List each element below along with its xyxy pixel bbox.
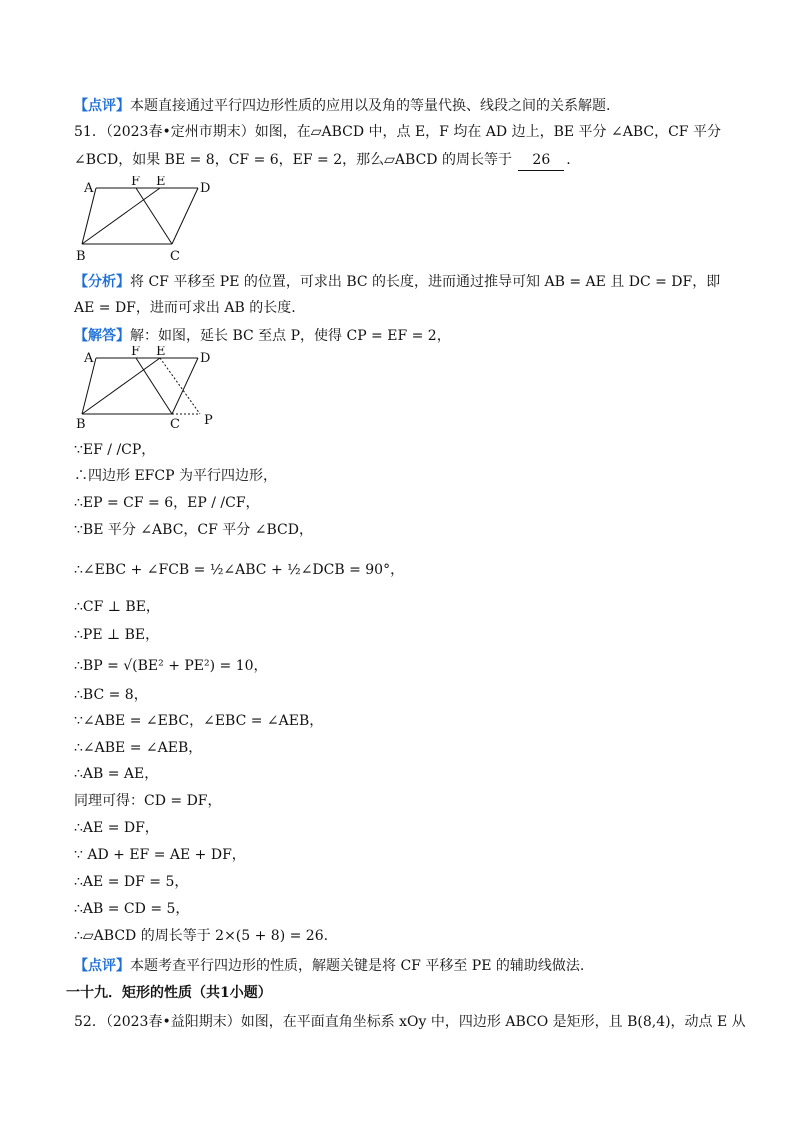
section-title: 一十九．矩形的性质（共1小题） — [66, 985, 272, 1001]
step: ∴AB = CD = 5， — [74, 901, 190, 917]
label-A: A — [84, 181, 94, 196]
step: ∴BC = 8， — [74, 687, 148, 703]
step: ∴AE = DF = 5， — [74, 874, 189, 890]
solution-text: 解：如图，延长 BC 至点 P，使得 CP = EF = 2， — [130, 328, 451, 344]
step: ∴CF ⊥ BE， — [74, 599, 160, 615]
label-B: B — [76, 249, 86, 264]
step: ∴∠ABE = ∠AEB， — [74, 740, 203, 756]
parallelogram-figure-1 — [76, 176, 216, 264]
analysis-line1 — [74, 272, 720, 292]
comment-1 — [74, 96, 610, 116]
label-B: B — [76, 417, 86, 432]
step: ∴EP = CF = 6，EP / /CF， — [74, 495, 260, 511]
step: ∴AE = DF， — [74, 820, 159, 836]
question-51-text: ∠BCD，如果 BE = 8，CF = 6，EF = 2，那么▱ABCD 的周长等于 — [74, 152, 512, 168]
comment-text: 本题直接通过平行四边形性质的应用以及角的等量代换、线段之间的关系解题. — [130, 98, 611, 114]
solution-intro — [74, 326, 451, 346]
step: ∵∠ABE = ∠EBC，∠EBC = ∠AEB， — [74, 713, 324, 729]
label-F: F — [131, 346, 141, 359]
analysis-tag: 【分析】 — [74, 274, 130, 290]
step: ∵EF / /CP， — [74, 442, 156, 458]
label-E: E — [156, 176, 166, 189]
step: ∴AB = AE， — [74, 766, 159, 782]
comment-tag: 【点评】 — [74, 958, 130, 974]
period: . — [566, 152, 571, 168]
question-52-line1: 52．（2023春•益阳期末）如图，在平面直角坐标系 xOy 中，四边形 ABCO 是矩形，且 B(8,4)，动点 E 从 — [74, 1014, 746, 1030]
step: ∴▱ABCD 的周长等于 2×(5 + 8) = 26. — [74, 928, 329, 944]
label-P: P — [204, 413, 213, 428]
question-51-line2 — [74, 150, 571, 171]
step: ∴PE ⊥ BE， — [74, 627, 160, 643]
label-A: A — [84, 351, 94, 366]
comment-2 — [74, 956, 584, 976]
step: ∵BE 平分 ∠ABC，CF 平分 ∠BCD， — [74, 522, 313, 538]
step: ∴∠EBC + ∠FCB = ½∠ABC + ½∠DCB = 90°， — [74, 562, 405, 578]
analysis-text: 将 CF 平移至 PE 的位置，可求出 BC 的长度，进而通过推导可知 AB = AE 且 DC = DF，即 — [130, 274, 721, 290]
step: ∵ AD + EF = AE + DF， — [74, 847, 246, 863]
label-F: F — [131, 176, 141, 189]
analysis-line2: AE = DF，进而可求出 AB 的长度. — [74, 300, 296, 316]
comment-text: 本题考查平行四边形的性质，解题关键是将 CF 平移至 PE 的辅助线做法. — [130, 958, 585, 974]
parallelogram-figure-2 — [76, 346, 226, 432]
question-51-line1: 51．（2023春•定州市期末）如图，在▱ABCD 中，点 E，F 均在 AD 边上，BE 平分 ∠ABC，CF 平分 — [74, 124, 721, 140]
step: 同理可得：CD = DF， — [74, 793, 222, 809]
label-C: C — [170, 249, 180, 264]
label-C: C — [170, 417, 180, 432]
label-D: D — [200, 181, 211, 196]
label-E: E — [156, 346, 166, 359]
step: ∴四边形 EFCP 为平行四边形， — [74, 468, 277, 484]
step: ∴BP = √(BE² + PE²) = 10， — [74, 658, 268, 674]
answer-blank: 26 — [518, 150, 564, 171]
comment-tag: 【点评】 — [74, 98, 130, 114]
solution-tag: 【解答】 — [74, 328, 130, 344]
label-D: D — [200, 351, 211, 366]
